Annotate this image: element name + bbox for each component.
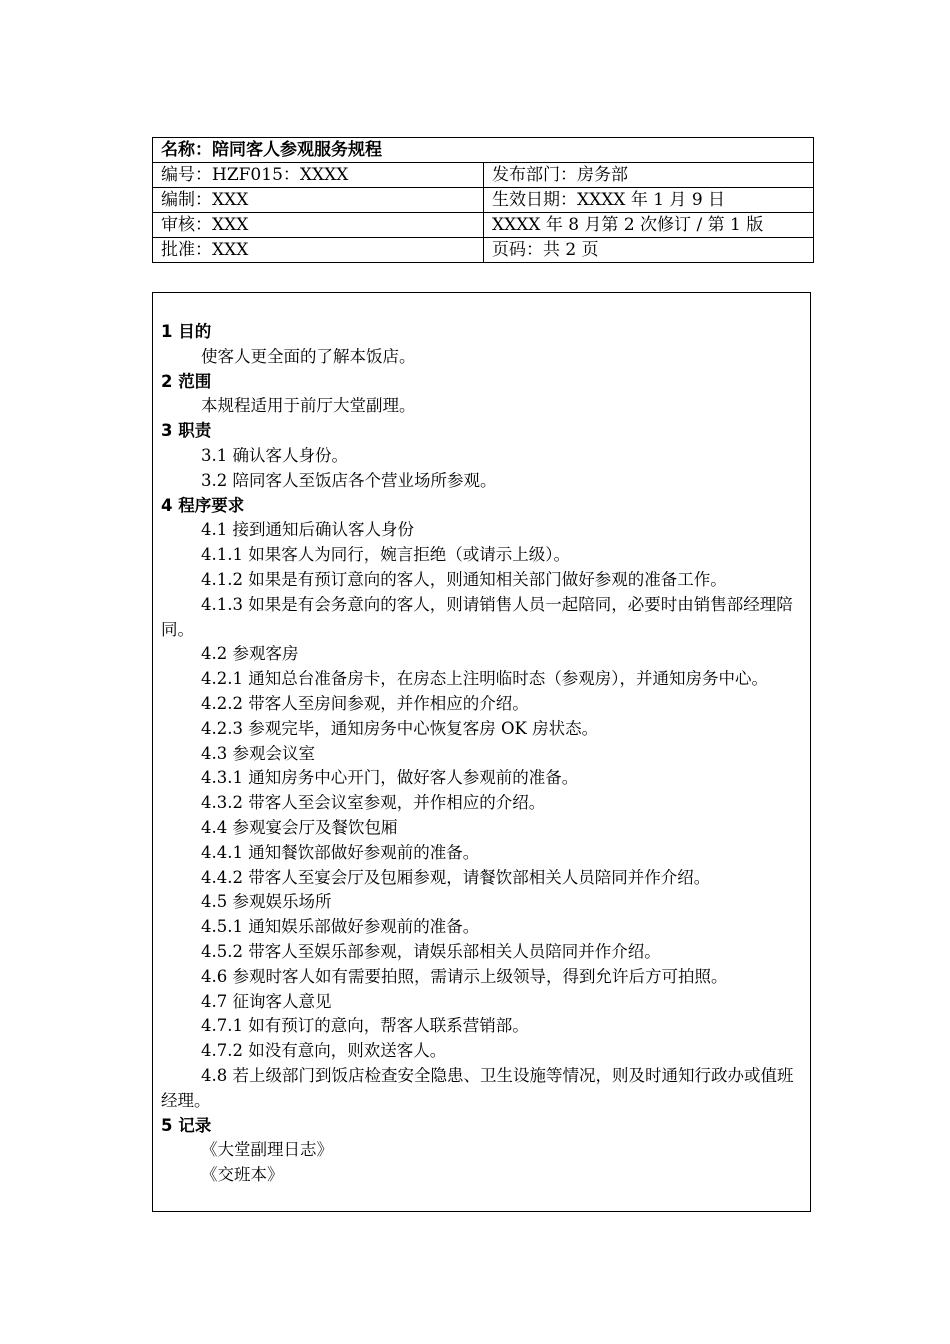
procedure-content (161, 320, 806, 1188)
procedure-line: 4.2.1 通知总台准备房卡，在房态上注明临时态（参观房），并通知房务中心。 (201, 669, 768, 689)
procedure-line: 4.7.1 如有预订的意向，帮客人联系营销部。 (201, 1016, 529, 1036)
procedure-line: 4.7 征询客人意见 (201, 991, 332, 1011)
procedure-line: 《大堂副理日志》 (201, 1140, 333, 1160)
procedure-line: 使客人更全面的了解本饭店。 (201, 346, 416, 366)
procedure-line: 4.1.1 如果客人为同行，婉言拒绝（或请示上级）。 (201, 545, 570, 565)
header-row-name (153, 138, 814, 163)
header-row-code (153, 163, 814, 188)
procedure-line: 4.8 若上级部门到饭店检查安全隐患、卫生设施等情况，则及时通知行政办或值班经理。 (161, 1065, 794, 1110)
section-heading: 2 范围 (161, 371, 212, 391)
editor: 编制：XXX (153, 188, 484, 213)
procedure-line: 4.4.1 通知餐饮部做好参观前的准备。 (201, 842, 480, 862)
procedure-line: 《交班本》 (201, 1165, 284, 1185)
procedure-line: 4.3.2 带客人至会议室参观，并作相应的介绍。 (201, 793, 546, 813)
effective-date: 生效日期：XXXX 年 1 月 9 日 (484, 188, 814, 213)
procedure-line: 4.2.2 带客人至房间参观，并作相应的介绍。 (201, 693, 529, 713)
procedure-line: 4.3 参观会议室 (201, 743, 315, 763)
document-code: 编号：HZF015：XXXX (153, 163, 484, 188)
header-row-editor (153, 188, 814, 213)
header-row-approver (153, 238, 814, 263)
procedure-line: 4.2 参观客房 (201, 644, 299, 664)
procedure-line: 4.5 参观娱乐场所 (201, 892, 332, 912)
document-name: 名称：陪同客人参观服务规程 (153, 138, 814, 163)
procedure-line: 4.5.1 通知娱乐部做好参观前的准备。 (201, 917, 480, 937)
section-heading: 5 记录 (161, 1115, 212, 1135)
procedure-line: 4.5.2 带客人至娱乐部参观，请娱乐部相关人员陪同并作介绍。 (201, 941, 661, 961)
section-heading: 3 职责 (161, 421, 212, 441)
reviewer: 审核：XXX (153, 213, 484, 238)
procedure-line: 3.1 确认客人身份。 (201, 445, 348, 465)
content-box (152, 292, 811, 1212)
procedure-line: 4.1.2 如果是有预订意向的客人，则通知相关部门做好参观的准备工作。 (201, 569, 727, 589)
procedure-line: 4.2.3 参观完毕，通知房务中心恢复客房 OK 房状态。 (201, 718, 599, 738)
procedure-line: 3.2 陪同客人至饭店各个营业场所参观。 (201, 470, 497, 490)
procedure-line: 4.1 接到通知后确认客人身份 (201, 520, 414, 540)
procedure-line: 4.1.3 如果是有会务意向的客人，则请销售人员一起陪同，必要时由销售部经理陪同。 (161, 594, 793, 639)
procedure-line: 4.6 参观时客人如有需要拍照，需请示上级领导，得到允许后方可拍照。 (201, 966, 728, 986)
approver: 批准：XXX (153, 238, 484, 263)
procedure-line: 本规程适用于前厅大堂副理。 (201, 396, 416, 416)
revision-info: XXXX 年 8 月第 2 次修订 / 第 1 版 (484, 213, 814, 238)
page-count: 页码：共 2 页 (484, 238, 814, 263)
issuing-department: 发布部门：房务部 (484, 163, 814, 188)
section-heading: 1 目的 (161, 322, 212, 341)
header-row-reviewer (153, 213, 814, 238)
section-heading: 4 程序要求 (161, 495, 245, 515)
procedure-line: 4.4 参观宴会厅及餐饮包厢 (201, 817, 398, 837)
procedure-line: 4.3.1 通知房务中心开门，做好客人参观前的准备。 (201, 768, 579, 788)
procedure-line: 4.4.2 带客人至宴会厅及包厢参观，请餐饮部相关人员陪同并作介绍。 (201, 867, 711, 887)
document-header-table (152, 137, 814, 263)
procedure-line: 4.7.2 如没有意向，则欢送客人。 (201, 1041, 447, 1061)
